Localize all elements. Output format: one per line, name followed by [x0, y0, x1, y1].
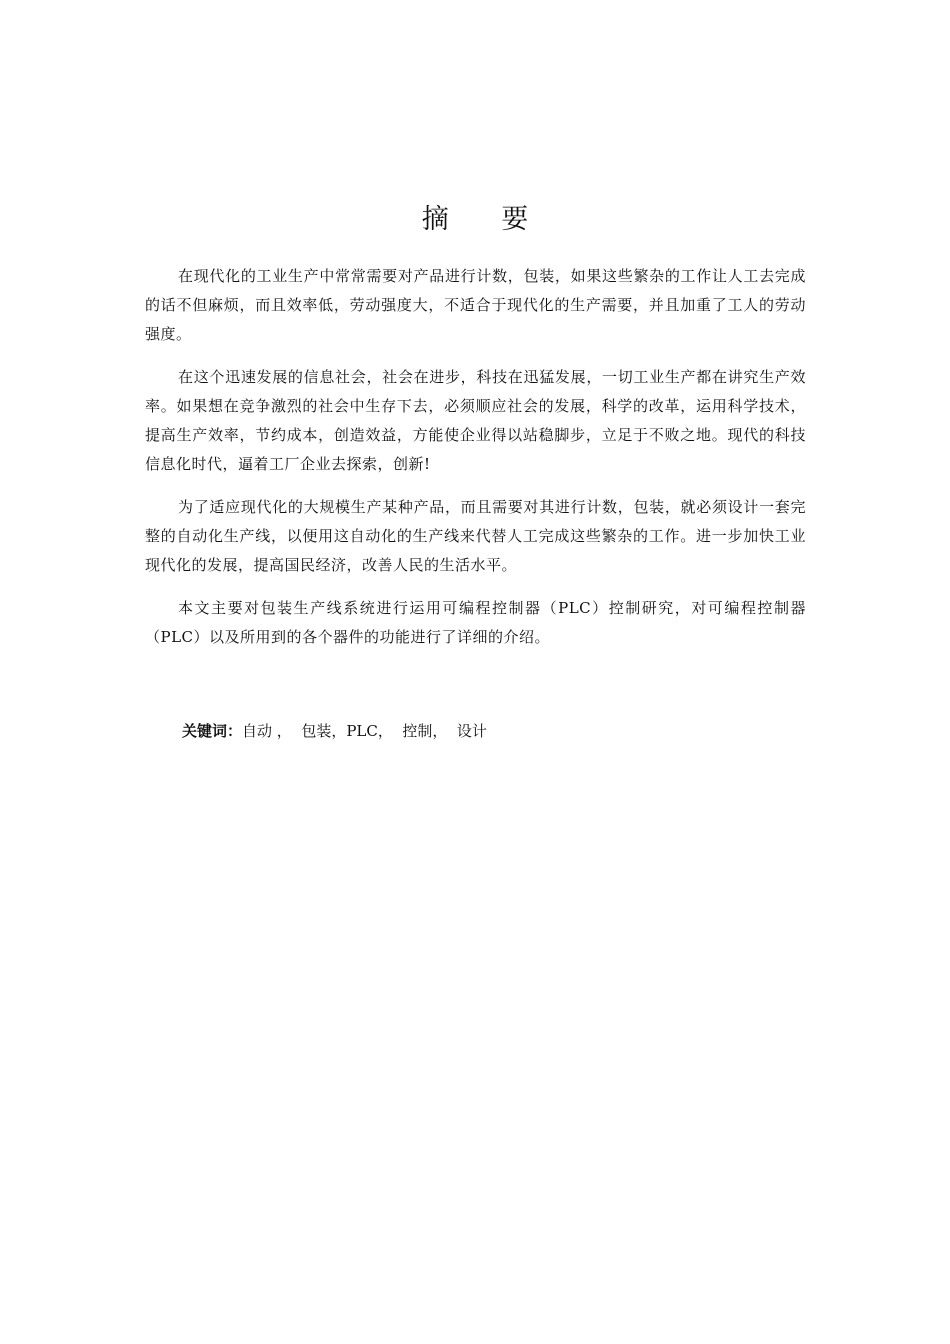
abstract-paragraph: 为了适应现代化的大规模生产某种产品，而且需要对其进行计数，包装，就必须设计一套完整的自动化生产线，以便用这自动化的生产线来代替人工完成这些繁杂的工作。进一步加快工业现代化的发展，提高国民经济，改善人民的生活水平。 — [145, 498, 806, 574]
abstract-paragraph: 在这个迅速发展的信息社会，社会在进步，科技在迅猛发展，一切工业生产都在讲究生产效率。如果想在竞争激烈的社会中生存下去，必须顺应社会的发展，科学的改革，运用科学技术，提高生产效率，节约成本，创造效益，方能使企业得以站稳脚步，立足于不败之地。现代的科技信息化时代，逼着工厂企业去探索，创新! — [145, 368, 806, 473]
keywords-label: 关键词： — [182, 722, 243, 740]
abstract-body — [145, 262, 806, 666]
keywords-text: 自动 ， 包装，PLC， 控制， 设计 — [242, 722, 487, 740]
abstract-paragraph: 本文主要对包装生产线系统进行运用可编程控制器（PLC）控制研究，对可编程控制器（PLC）以及所用到的各个器件的功能进行了详细的介绍。 — [145, 599, 806, 646]
abstract-paragraph: 在现代化的工业生产中常常需要对产品进行计数，包装，如果这些繁杂的工作让人工去完成的话不但麻烦，而且效率低，劳动强度大，不适合于现代化的生产需要，并且加重了工人的劳动强度。 — [145, 267, 806, 343]
abstract-title: 摘 要 — [421, 204, 551, 235]
keywords-line — [182, 716, 487, 746]
